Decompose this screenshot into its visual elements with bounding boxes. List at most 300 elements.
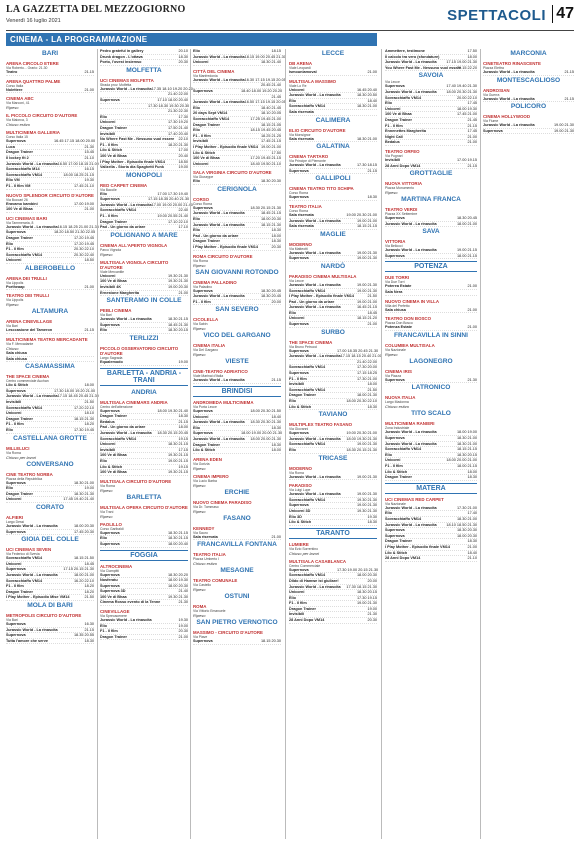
film-times: 17.50 (271, 150, 281, 155)
film-title: Unicorni (100, 273, 116, 278)
cinema-address: Corso Roma (289, 208, 309, 213)
column-divider (190, 49, 191, 839)
cinema-address: Via Roma (193, 258, 208, 263)
film-times: 17.30 19.15 (356, 595, 377, 600)
film-times: 21.50 (84, 595, 94, 600)
film-title: Jurassic World - La rinascita (385, 60, 437, 65)
film-title: Sovracchiaffo VM14 (385, 516, 422, 521)
film-times: 17.20 19.45 21.15 (250, 156, 281, 161)
showtime-row: Ripeso (193, 613, 206, 619)
cinema-address: Via Castello (193, 583, 212, 588)
showtime-row (385, 556, 477, 562)
film-title: Supernova (6, 139, 26, 144)
film-times: 18.00 20.00 21.00 (446, 458, 477, 463)
cinema-address: Via Monsignor (289, 132, 311, 137)
showtime-row (289, 475, 377, 481)
film-title: 28 Anni Dopo VM14 (289, 618, 325, 623)
cinema-name: MULTIPLEX TEATRO FASANO (289, 422, 353, 428)
film-times: 19.00 (178, 360, 188, 364)
cinema-address: Piazza XX Settembre (385, 212, 418, 217)
cinema-address: Corso Italia (6, 83, 24, 88)
film-title: Poterea Estate (385, 284, 412, 289)
film-times: 21.00 (467, 284, 477, 289)
city-heading: FRANCAVILLA FONTANA (197, 541, 277, 549)
film-title: Supernova (193, 431, 213, 436)
film-times: 18.30 21.00 (456, 441, 477, 446)
film-times: 17.35 18.10 19.20 20.20 (151, 86, 193, 91)
showtime-row: Ripeso (385, 351, 398, 357)
showtime-row (193, 448, 281, 454)
showtime-row (6, 328, 94, 334)
city-heading: SAVA (422, 228, 440, 236)
film-times: 19.15 (178, 436, 188, 441)
section-title: SPETTACOLI (447, 7, 546, 24)
film-times: 19.30 21.30 (167, 273, 188, 278)
film-times: 19.30 21.30 (356, 497, 377, 502)
film-title: Jurassic World - La rinascita (385, 505, 437, 510)
film-times: 21.40 22.00 (167, 92, 188, 97)
film-title: Pad - Un giorno da urlare (100, 225, 146, 230)
film-title: Elio (100, 114, 107, 119)
film-times: 18.00 20.00 21.30 (250, 436, 281, 441)
film-times: 18.35 20.55 (73, 633, 94, 638)
cinema-address: Parco Vignola (100, 247, 122, 252)
film-title: Supernova (100, 583, 120, 588)
cinema-address: Via Ciampitti (100, 568, 119, 573)
cinema-name: CINEMA IRIS (385, 368, 412, 374)
film-title: Jurassic World - La rinascita (289, 584, 341, 589)
province-heading: MATERA (385, 483, 477, 494)
cinema-name: PARADISO (289, 483, 312, 489)
film-title: Supernova (6, 388, 26, 393)
film-times: 17.20 22.10 (73, 405, 94, 410)
film-times: 17.15 18.25 (356, 371, 377, 376)
showtime-row (193, 60, 281, 66)
cinema-address: Via Sprecacenere (100, 614, 127, 619)
film-times: 19.30 21.15 (167, 453, 188, 458)
city-heading: VICO DEL GARGANO (203, 332, 271, 340)
cinema-address: Centro commerciale Auchan (6, 379, 49, 384)
cinema-name: RED CARPET CINEMA (100, 182, 148, 188)
film-times: 17.10 18.00 20.40 (157, 97, 188, 102)
cinema-address: Via Del Gargano (193, 348, 219, 353)
film-times: 21.15 (271, 378, 281, 383)
film-title: I Play Mother - Episodio finale VM14 (289, 294, 354, 299)
film-times: 21.00 (84, 207, 94, 212)
film-title: Supernova 3D (100, 589, 126, 594)
film-title: Elio (100, 458, 107, 463)
city-heading: MARTINA FRANCA (401, 196, 461, 204)
cinema-address: Via Lecce (289, 278, 304, 283)
film-title: Sala chiusa (385, 307, 406, 312)
film-title: Sala riservata (193, 534, 218, 539)
city-heading: TITO SCALO (411, 410, 451, 418)
film-times: 18.30 20.15 (356, 590, 377, 595)
showtime-row (6, 70, 94, 76)
showtime-row: Ripeso (100, 513, 113, 519)
film-times: 19.00 21.30 (356, 492, 377, 497)
film-times: 18.30 (467, 475, 477, 480)
listing-column-5 (385, 49, 477, 839)
film-times: 17.00 19.00 (73, 201, 94, 206)
cinema-name: ANDROMEDA MULTICINEMA (193, 400, 254, 405)
film-title: Invisibili (6, 400, 22, 405)
cinema-name: TEATRO VERDI (385, 207, 418, 213)
film-times: 18.00 (271, 233, 281, 238)
film-title: F1 - Il film (100, 629, 118, 634)
film-times: 18.30 (84, 638, 94, 643)
film-times: 18.00 (467, 54, 477, 59)
film-times: 19.00 21.30 (356, 442, 377, 447)
city-heading: OSTUNI (224, 593, 250, 601)
film-title: Dragon Trainer (6, 491, 34, 496)
showtime-row: Ripeso (193, 352, 206, 358)
film-title: Lilo & Stitch (100, 148, 123, 153)
film-times: 18.00 20.30 (73, 523, 94, 528)
film-times: 21.00 (467, 134, 477, 139)
film-title: Supernova (483, 128, 503, 133)
showtime-row (6, 639, 94, 645)
film-times: 18.30 (178, 54, 188, 59)
showtime-row: Chiuso per lavori (289, 550, 320, 556)
film-times: 17.30 19.20 (167, 120, 188, 125)
film-times: 21.00 (178, 634, 188, 639)
cinema-address: Via Matteotti (289, 246, 308, 251)
cinema-address: Via Roma (100, 483, 115, 488)
film-times: 17.00 19.15 (456, 157, 477, 162)
listing-column-6 (483, 49, 574, 839)
film-times: 20.10 (178, 49, 188, 53)
city-heading: CORATO (36, 503, 64, 511)
cinema-name: MULTISALA VIGNOLA CIRCUITO D'AUTORE (100, 259, 169, 270)
film-title: Jurassic World - La rinascita (385, 89, 437, 94)
cinema-name: NUOVO CINEMA PARADISO (193, 499, 252, 505)
film-title: Jurassic World - La rinascita (6, 572, 58, 577)
film-title: Invisibili (289, 382, 305, 387)
cinema-name: MULTICINEMA GALLERIA (6, 130, 60, 136)
film-times: 18.00 19.30 21.30 (346, 436, 377, 441)
film-times: 18.30 20.30 (456, 528, 477, 533)
showtime-row: Ripeso (193, 465, 206, 471)
film-title: F1 - Il film VM (6, 183, 31, 188)
film-times: 17.15 19.00 21.30 (446, 60, 477, 65)
city-heading: POLIGNANO A MARE (110, 231, 178, 239)
film-times: 18.20 (84, 584, 94, 589)
cinema-name: ARENA DEI TRULLI (6, 275, 47, 281)
cinema-name: NUOVA VITTORIA (385, 181, 422, 187)
cinema-name: PEBLI CINEMA (100, 308, 132, 314)
film-title: Elio (289, 399, 296, 403)
showtime-row: Ripeso (193, 482, 206, 488)
film-times: 18.50 (84, 258, 94, 263)
film-title: Jurassic World - La rinascita (289, 436, 341, 441)
film-times: 18.20 (84, 422, 94, 427)
film-title: F1 - Il film (6, 422, 24, 427)
province-heading: BARLETTA - ANDRIA - TRANI (100, 368, 188, 386)
film-times: 21.15 (178, 419, 188, 424)
film-title: Invisibili (100, 447, 116, 452)
film-times: 17.30 18.15 21.30 (346, 584, 377, 589)
cinema-address: Via Vittorio Emanuele (193, 609, 226, 614)
film-times: 18.30 21.00 (73, 480, 94, 485)
film-times: 21.15 (564, 70, 574, 74)
film-title: Lilo & Stitch (193, 150, 216, 155)
film-title: Supernova (6, 633, 26, 638)
cinema-address: Via Bruno Petrucci (289, 344, 318, 349)
film-times: 18.15 21.50 (73, 556, 94, 561)
film-title: I Play Mother - Episodio Mise VM14 (6, 595, 70, 600)
cinema-address: Via Sauro (193, 530, 208, 535)
city-heading: GALLIPOLI (315, 175, 351, 183)
film-title: Elio 3D (289, 514, 302, 519)
cinema-address: Piazza Don Bosco (385, 321, 413, 326)
film-times: 19.00 20.55 21.40 (157, 214, 188, 219)
city-heading: ERCHIE (224, 488, 250, 496)
film-times: 18.00 20.30 22.10 (346, 399, 377, 403)
film-title: Dragon Trainer (6, 416, 34, 421)
film-title: F1 - Il film (193, 299, 211, 304)
film-title: Ennenettes Margherita (385, 129, 426, 134)
film-times: 17.00 18.35 20.45 21.30 (337, 348, 379, 353)
film-title: Sala chiusa (6, 351, 27, 356)
cinema-name: TEATRO ITALIA (193, 552, 226, 558)
film-times: 21.10 (84, 155, 94, 160)
city-heading: CONVERSANO (26, 460, 74, 468)
film-title: Sala Nera (385, 290, 403, 295)
city-heading: LECCE (321, 50, 345, 57)
film-times: 19.30 (84, 178, 94, 183)
cinema-name: PICCOLO OSSERVATORIO CIRCUITO D'AUTORE (100, 346, 179, 356)
film-times: 18.30 (367, 404, 377, 409)
film-title: Unicorni 3D (289, 508, 311, 513)
film-title: 100 Ve di Bhaa (100, 153, 127, 158)
cinema-name: PAOLILLO (100, 521, 122, 527)
film-times: 17.00 (178, 148, 188, 153)
cinema-address: Corso Roma (193, 201, 213, 206)
film-title: Porto, l'ovest insiemso (100, 60, 142, 65)
film-times: 18.00 20.30 21.50 (250, 409, 281, 413)
cinema-name: COLUMBIA MULTISALA (385, 342, 435, 348)
film-title: Supernova (385, 436, 405, 441)
film-times: 18.30 21.00 (356, 104, 377, 109)
film-times: 17.20 19.45 (73, 235, 94, 240)
film-title: Night Call (385, 134, 403, 139)
cinema-name: MULTICINEMA RANIERI (385, 421, 435, 427)
showtime-row (6, 207, 94, 213)
film-title: Elio (6, 428, 13, 432)
city-heading: CASAMASSIMA (25, 363, 75, 371)
cinema-address: Viale Mercantile (100, 269, 125, 274)
cinema-address: Via Trani (100, 509, 114, 514)
film-title: Jurassic World - La rinascita (100, 430, 152, 435)
film-title: Jurassic World - La rinascita (385, 248, 437, 253)
film-title: Dragon Trainer (385, 539, 413, 544)
province-heading: BRINDISI (193, 386, 281, 397)
cinema-address: Via Roberto... Orario: 21.30 (6, 66, 48, 70)
film-times: 18.30 20.15 (456, 452, 477, 457)
cinema-name: CITTÀ DEL CINEMA (193, 68, 235, 74)
film-title: Sovracchiaffo VM14 (385, 95, 422, 100)
cinema-address: Via Nazionale (385, 347, 406, 352)
cinema-address: Via Lucio Barba (193, 478, 217, 483)
film-title: Elio (289, 447, 296, 452)
cinema-name: NUOVO CINEMA IN VILLA (385, 298, 439, 304)
film-title: Elio (385, 452, 392, 457)
cinema-address: Via Federico di Svevia (6, 552, 40, 557)
cinema-address: Via Baccile (100, 187, 117, 192)
city-heading: VIESTE (225, 358, 249, 366)
showtime-row (193, 378, 281, 384)
cinema-name: IL PICCOLO CIRCUITO D'AUTORE (6, 113, 78, 119)
film-times: 18.00 21.30 (356, 393, 377, 398)
film-title: Jurassic World - La rinascita (289, 163, 341, 168)
film-title: Ernestone Margherita (100, 290, 140, 295)
cinema-address: Via Fiume (483, 119, 499, 124)
film-title: Jurassic World - La rinascita (289, 474, 341, 479)
film-title: 100 Ve di Bhaa (193, 156, 220, 161)
film-title: Unicorni (193, 414, 209, 419)
film-times: 19.00 (178, 623, 188, 628)
film-title: Sala riservata (289, 212, 314, 217)
film-title: Jurassic World - La rinascita (193, 294, 245, 299)
film-times: 18.30 20.45 (456, 216, 477, 221)
film-title: Dragon Trainer (385, 117, 413, 122)
cinema-name: KENNEDY (193, 525, 215, 531)
cinema-name: MODERNO (289, 241, 312, 247)
cinema-address: Viale Leopardi (289, 66, 311, 70)
film-title: F1 - Il film (193, 133, 211, 138)
film-title: Lilo & Stitch (289, 404, 312, 409)
film-times: 17.45 20.30 (73, 529, 94, 534)
listing-column-1 (6, 49, 99, 839)
city-heading: LATRONICO (411, 384, 451, 392)
cinema-name: MULTISALA CINEMARS ANDRIA (100, 399, 168, 405)
showtime-row (385, 475, 477, 481)
film-times: 17.20 19.45 (73, 241, 94, 246)
showtime-row (6, 184, 94, 190)
film-times: 21.50 (84, 400, 94, 405)
film-title: Jurassic World - La rinascita (193, 436, 245, 441)
film-times: 18.00 20.30 (456, 533, 477, 538)
cinema-name: METROPOLIS CIRCUITO D'AUTORE (6, 612, 82, 618)
film-times: 17.15 (178, 447, 188, 452)
showtime-row (100, 470, 188, 476)
cinema-address: Via Lippolis (6, 280, 24, 285)
film-times: 18.30 21.00 (456, 516, 477, 521)
film-times: 18.30 (271, 425, 281, 430)
film-title: F1 - Il film (100, 142, 118, 147)
film-title: Il calcolo tra vero (sfondature) (385, 54, 440, 59)
film-times: 18.00 (367, 382, 377, 387)
showtime-row: Ripeso (193, 262, 206, 268)
film-times: 21.15 (564, 96, 574, 101)
film-times: 21.00 (367, 70, 377, 74)
film-times: 18.45 21.15 (260, 211, 281, 216)
film-times: 19.30 21.15 (167, 470, 188, 475)
film-times: 18.25 21.25 (260, 133, 281, 138)
film-times: 18.10 20.05 (260, 111, 281, 116)
film-title: Supernova (100, 530, 120, 535)
film-times: 16.45 17.15 18.00 20.00 (54, 139, 96, 144)
film-times: 18.00 19.30 21.40 (157, 408, 188, 413)
city-heading: SANTERAMO IN COLLE (106, 297, 182, 305)
column-divider (285, 49, 286, 839)
film-title: Sovracchiaffo VM14 (6, 556, 43, 561)
film-times: 21.15 (84, 328, 94, 333)
film-times: 20.00 (367, 578, 377, 583)
film-times: 18.15 21.30 (260, 222, 281, 227)
film-times: 21.50 (367, 294, 377, 299)
cinema-address: Via Roma (6, 450, 21, 455)
film-title: Supernova (193, 88, 213, 93)
cinema-name: PARADISO CINEMA MULTISALA (289, 273, 357, 279)
film-times: 16.30 17.15 19.15 20.05 (244, 77, 286, 82)
film-title: Elio (193, 228, 200, 233)
film-times: 19.00 21.00 (356, 218, 377, 223)
city-heading: FRANCAVILLA IN SINNI (394, 331, 468, 339)
film-title: Lesccasione del Tameron (6, 328, 53, 333)
section-banner: CINEMA - LA PROGRAMMAZIONE (6, 33, 377, 46)
film-title: 20 days Sept VM14 (193, 111, 228, 116)
film-title: Jurassic World - La rinascita (6, 161, 58, 166)
province-heading: FOGGIA (100, 550, 188, 561)
showtime-row (193, 639, 281, 645)
film-times: 17.10 22.10 (167, 219, 188, 224)
film-times: 18.45 21.30 (167, 322, 188, 327)
film-times: 18.00 18.25 21.15 (63, 172, 94, 177)
film-title: F1 - Il film (100, 214, 118, 219)
film-title: Sovracchiaffo VM14 (193, 116, 230, 121)
cinema-address: Villa del Prefetto (385, 303, 410, 308)
cinema-name: MILLELUCI (6, 445, 30, 451)
showtime-row (193, 162, 281, 168)
city-heading: TERLIZZI (129, 335, 159, 342)
cinema-name: ARENA QUATTRO PALME (6, 78, 61, 84)
film-title: Jurassic World - La rinascita (483, 123, 535, 128)
city-heading: CERIGNOLA (217, 185, 257, 193)
column-divider (480, 49, 481, 839)
film-times: 18.15 19.00 20.45 21.30 (244, 54, 286, 59)
cinema-name: MULTISALA MASSIMO (289, 78, 337, 84)
cinema-address: Largo Madonna (385, 400, 409, 405)
film-title: Pad - Un giorno da urlare (100, 425, 146, 430)
cinema-address: Via Ezio Sorrentino (289, 546, 318, 551)
cinema-name: CINEMA ALL'APERTO VIGNOLA (100, 242, 168, 248)
showtime-row (6, 285, 94, 291)
film-title: Sovracchiaffo M14 (6, 167, 40, 172)
film-times: 17.45 19.40 21.40 (63, 497, 94, 502)
film-times: 21.30 (178, 600, 188, 605)
film-times: 18.40 21.45 (260, 105, 281, 110)
film-times: 19.30 21.30 (167, 594, 188, 599)
film-times: 16.45 21.15 (356, 305, 377, 310)
film-title: Invisibili (193, 139, 209, 144)
film-title: Unicorni (193, 161, 209, 166)
showtime-row: Ripeso (6, 302, 19, 308)
film-title: Supernova (289, 567, 309, 572)
film-title: Elio (100, 623, 107, 628)
film-times: 19.00 21.30 (356, 250, 377, 255)
film-times: 19.00 21.30 (356, 288, 377, 293)
film-times: 18.15 21.20 (356, 316, 377, 321)
film-title: Sovracchiaffo VM14 (289, 573, 326, 578)
cinema-address: Centro Commerciale (289, 563, 321, 568)
cinema-address: Via Principe di Piemonte (289, 159, 326, 164)
cinema-address: Via F. Mercadante (6, 342, 34, 347)
cinema-name: ARENA CINEVILLAGE (6, 319, 53, 325)
film-times: 17.15 18.35 20.40 21.30 (148, 197, 190, 202)
film-times: 21.45 (467, 117, 477, 122)
